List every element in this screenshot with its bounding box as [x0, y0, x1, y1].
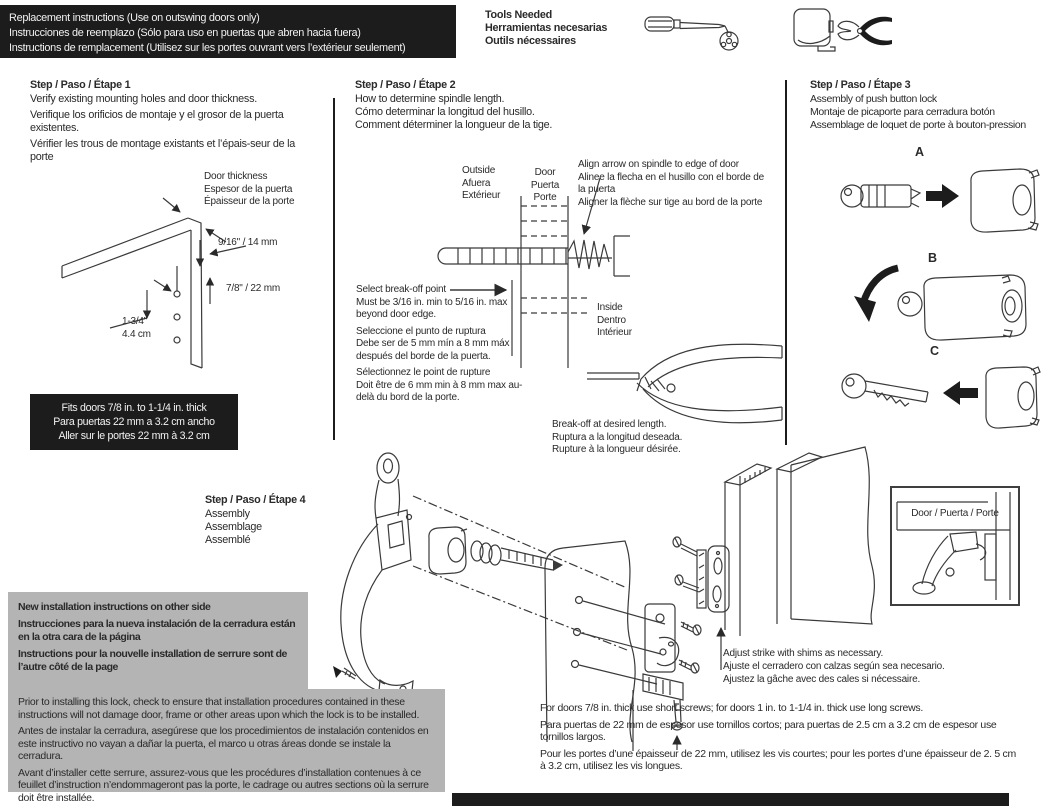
- step1-description: [30, 93, 310, 164]
- step3-desc-fr: Assemblage de loquet de porte à bouton-pression: [810, 119, 1026, 131]
- step4-description: [205, 508, 262, 547]
- lock-assembly-b-diagram: [852, 262, 1042, 350]
- dim-7-8: 7/8" / 22 mm: [226, 283, 280, 294]
- tools-needed: [485, 9, 607, 48]
- step1-desc-en: Verify existing mounting holes and door thickness.: [30, 93, 257, 105]
- step4-desc-fr: Assemblé: [205, 534, 251, 546]
- step4-desc-es: Assemblage: [205, 521, 262, 533]
- door-thickness-label: Door thickness Espesor de la puerta Épaisseur de la porte: [204, 171, 295, 207]
- step2-desc-fr: Comment déterminer la longueur de la tige.: [355, 119, 553, 131]
- dim-1-3-4-in: 1-3/4": [122, 316, 148, 327]
- outside-label: Outside Afuera Extérieur: [462, 165, 501, 201]
- screwdriver-icon: [643, 8, 748, 56]
- step3-label-b: B: [928, 251, 937, 265]
- step2-title: Step / Paso / Étape 2: [355, 79, 456, 91]
- tools-title-en: Tools Needed: [485, 9, 552, 21]
- door-detail-label: Door / Puerta / Porte: [911, 508, 999, 519]
- adjust-strike-note: Adjust strike with shims as necessary. Ajuste el cerradero con calzas según sea necesario. Ajustez la gâche avec des cales si nécessaire.: [723, 648, 945, 685]
- step4-desc-en: Assembly: [205, 508, 250, 520]
- tools-title-es: Herramientas necesarias: [485, 22, 608, 34]
- lock-assembly-a-diagram: [836, 158, 1041, 246]
- step3-title: Step / Paso / Étape 3: [810, 79, 911, 91]
- step1-desc-es: Verifique los orificios de montaje y el grosor de la puerta existentes.: [30, 109, 284, 134]
- tape-measure-icon: [790, 6, 836, 56]
- step3-desc-es: Montaje de picaporte para cerradura botón: [810, 106, 995, 118]
- step3-description: [810, 93, 1043, 132]
- step3-label-a: A: [915, 145, 924, 159]
- inside-label: Inside Dentro Intérieur: [597, 302, 632, 338]
- header-line-fr: Instructions de remplacement (Utilisez sur les portes ouvrant vers l’extérieur seulement): [9, 42, 406, 54]
- step1-title: Step / Paso / Étape 1: [30, 79, 131, 91]
- pliers-icon: [836, 12, 894, 52]
- dim-9-16: 9/16" / 14 mm: [218, 237, 278, 248]
- header-banner: [0, 5, 456, 58]
- lock-assembly-c-diagram: [836, 356, 1041, 444]
- bottom-divider-bar: [452, 793, 1009, 806]
- screw-length-note: For doors 7/8 in. thick use short screws; for doors 1 in. to 1-1/4 in. thick use long screws. Para puertas de 22 mm de espesor use tornillos cortos; para puertas de 2.5 cm a 3.2 cm de espesor use tornillos largos. Pour les portes d’une épaisseur de 22 mm, utilisez les vis courtes; pour les portes d’une épaisseur de 2. 5 cm à 3.2 cm, utilisez les vis longues.: [540, 702, 1016, 772]
- header-line-en: Replacement instructions (Use on outswing doors only): [9, 12, 260, 24]
- step3-label-c: C: [930, 344, 939, 358]
- door-handle-detail-diagram: [892, 488, 1018, 604]
- step1-desc-fr: Vérifier les trous de montage existants et l’épais-seur de la porte: [30, 138, 296, 163]
- step2-desc-es: Cómo determinar la longitud del husillo.: [355, 106, 535, 118]
- new-installation-notice: New installation instructions on other side Instrucciones para la nueva instalación de la cerradura están en la otra cara de la página Instructions pour la nouvelle installation de serrure sont de l’autre côté de la page: [8, 592, 308, 689]
- tools-title-fr: Outils nécessaires: [485, 35, 576, 47]
- header-line-es: Instrucciones de reemplazo (Sólo para uso en puertas que abren hacia fuera): [9, 27, 361, 39]
- align-arrow-note: Align arrow on spindle to edge of door Alinee la flecha en el husillo con el borde de la puerta Aligner la flèche sur tige au bord de la porte: [578, 159, 764, 208]
- step3-desc-en: Assembly of push button lock: [810, 93, 937, 105]
- pre-installation-warning: Prior to installing this lock, check to ensure that installation procedures contained in these instructions will not damage door, frame or other areas upon which the lock is to be installed. Antes de instalar la cerradura, asegúrese que los procedimientos de instalación contenidos en este instructivo no vayan a dañar la puerta, el marco u otras áreas donde se instale la cerradura. Avant d’installer cette serrure, assurez-vous que les procédures d’installation contenues à ce feuillet d’instruction n’endommageront pas la porte, le cadrage ou autres sections où la serrure doit être installée.: [8, 689, 445, 792]
- pliers-cutoff-diagram: [585, 333, 785, 433]
- column-divider: [785, 80, 787, 445]
- door-column-label: Door Puerta Porte: [530, 167, 560, 203]
- break-off-point-note: Select break-off point Must be 3/16 in. min to 5/16 in. max beyond door edge. Seleccione el punto de ruptura Debe ser de 5 mm mín a 8 mm máx después del borde de la puerta. Sélectionnez le point de rupture Doit être de 6 mm min à 8 mm max au-delà du bord de la porte.: [356, 284, 523, 403]
- step4-title: Step / Paso / Étape 4: [205, 494, 306, 506]
- door-thickness-diagram: [50, 178, 335, 378]
- step2-desc-en: How to determine spindle length.: [355, 93, 505, 105]
- step2-description: [355, 93, 655, 132]
- door-detail-box: [890, 486, 1020, 606]
- fits-doors-callout: Fits doors 7/8 in. to 1-1/4 in. thick Para puertas 22 mm a 3.2 cm ancho Aller sur le portes 22 mm à 3.2 cm: [30, 394, 238, 450]
- break-off-length-note: Break-off at desired length. Ruptura a la longitud deseada. Rupture à la longueur désirée.: [552, 419, 683, 455]
- dim-4-4-cm: 4.4 cm: [122, 329, 151, 340]
